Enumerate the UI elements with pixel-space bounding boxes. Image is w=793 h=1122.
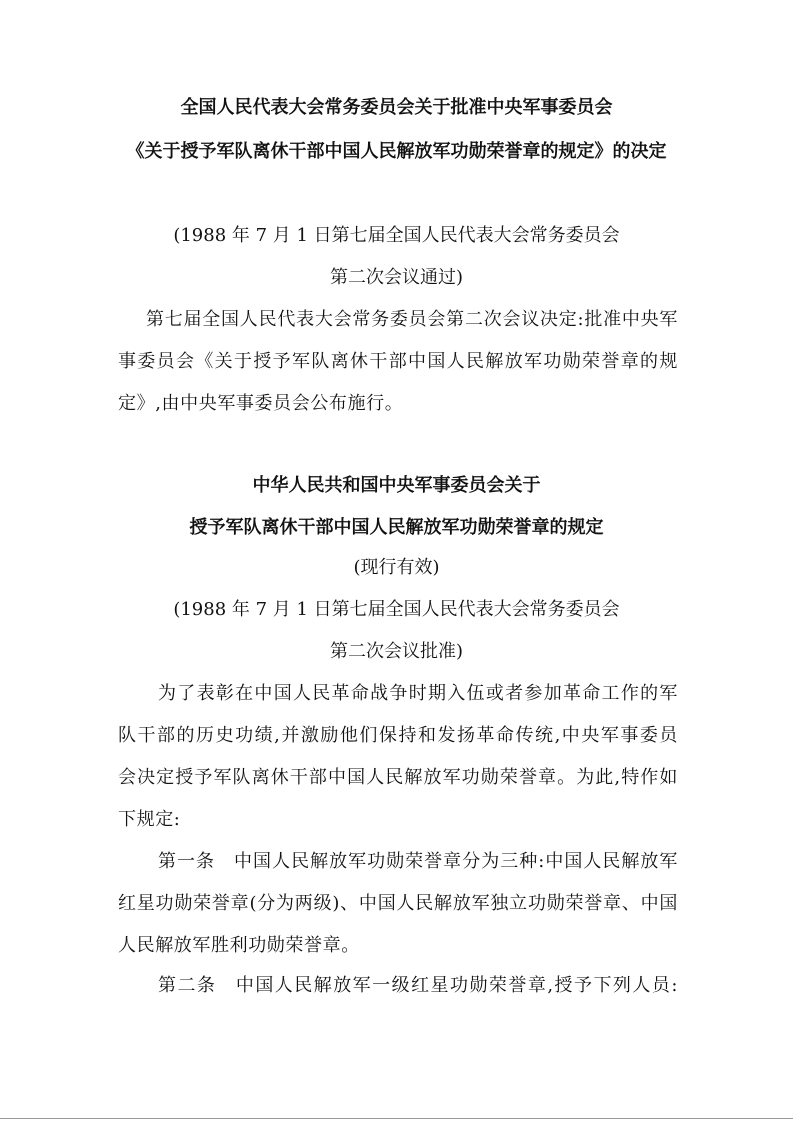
doc1-title-line1: 全国人民代表大会常务委员会关于批准中央军事委员会 [180, 97, 613, 118]
doc2-title-line1: 中华人民共和国中央军事委员会关于 [252, 475, 541, 496]
doc1-para-line1: 第七届全国人民代表大会常务委员会第二次会议决定:批准中央军 [146, 309, 678, 330]
page-bottom-border [0, 1118, 793, 1119]
doc2-article1-line3: 人民解放军胜利功勋荣誉章。 [118, 935, 360, 956]
doc1-date-line1: (1988 年 7 月 1 日第七届全国人民代表大会常务委员会 [173, 225, 620, 246]
doc2-date-line1: (1988 年 7 月 1 日第七届全国人民代表大会常务委员会 [173, 599, 620, 620]
doc2-article1-line1: 第一条 中国人民解放军功勋荣誉章分为三种:中国人民解放军 [158, 851, 678, 872]
doc2-article1-line2: 红星功勋荣誉章(分为两级)、中国人民解放军独立功勋荣誉章、中国 [118, 893, 678, 914]
doc2-article2-line1: 第二条 中国人民解放军一级红星功勋荣誉章,授予下列人员: [158, 975, 678, 996]
doc2-preamble-line2: 队干部的历史功绩,并激励他们保持和发扬革命传统,中央军事委员 [118, 725, 678, 746]
doc2-title-line2: 授予军队离休干部中国人民解放军功勋荣誉章的规定 [189, 517, 604, 538]
doc2-status: (现行有效) [353, 557, 440, 578]
doc1-date-line2: 第二次会议通过) [329, 267, 464, 288]
doc1-para-line2: 事委员会《关于授予军队离休干部中国人民解放军功勋荣誉章的规 [118, 351, 678, 372]
doc1-title-line2: 《关于授予军队离休干部中国人民解放军功勋荣誉章的规定》的决定 [126, 141, 667, 162]
doc2-date-line2: 第二次会议批准) [329, 641, 464, 662]
doc1-para-line3: 定》,由中央军事委员会公布施行。 [118, 393, 404, 414]
doc2-preamble-line1: 为了表彰在中国人民革命战争时期入伍或者参加革命工作的军 [158, 683, 678, 704]
doc2-preamble-line3: 会决定授予军队离休干部中国人民解放军功勋荣誉章。为此,特作如 [118, 767, 678, 788]
doc2-preamble-line4: 下规定: [118, 809, 181, 830]
